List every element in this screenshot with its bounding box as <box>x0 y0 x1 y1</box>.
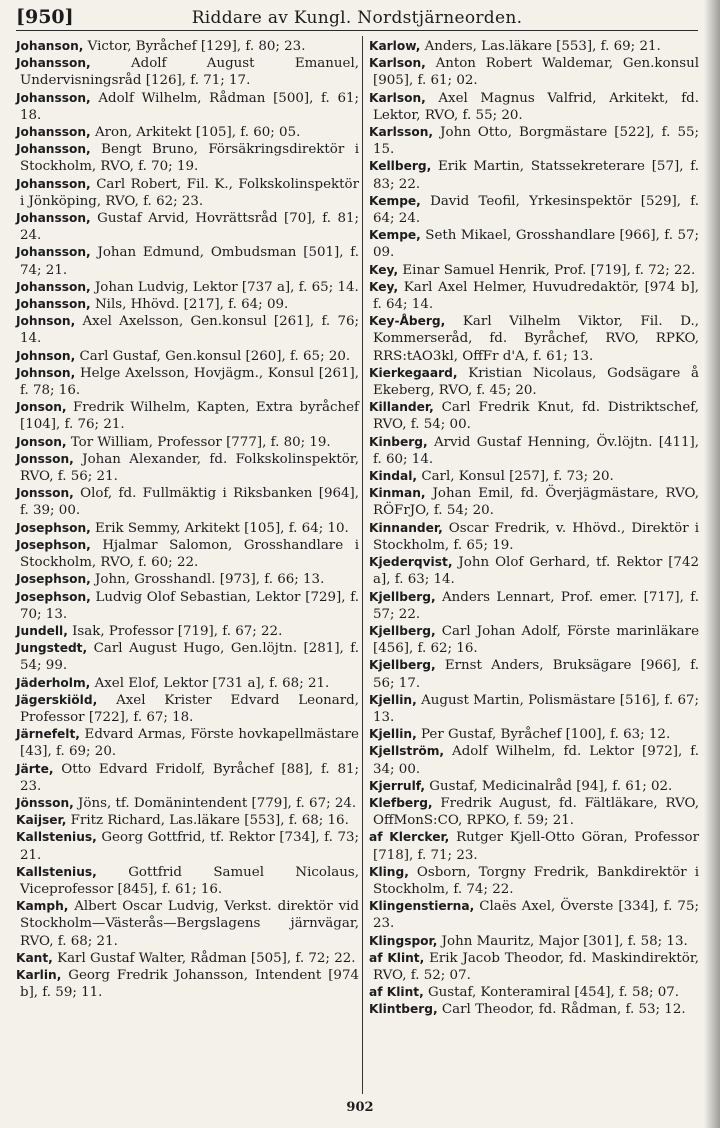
running-title: Riddare av Kungl. Nordstjärneorden. <box>191 8 523 28</box>
entry-surname: Jungstedt, <box>16 641 88 656</box>
entry-details: Oscar Fredrik, v. Hhövd., Direktör i Stockholm, f. 65; 19. <box>373 520 699 553</box>
left-column <box>16 38 359 1001</box>
directory-entry <box>16 313 359 347</box>
directory-entry <box>16 90 359 124</box>
entry-surname: Josephson, <box>16 520 91 535</box>
entry-details: Helge Axelsson, Hovjägm., Konsul [261], f. 78; 16. <box>20 365 359 399</box>
directory-entry <box>369 864 699 898</box>
entry-surname: af Klercker, <box>369 830 450 845</box>
right-column <box>369 38 699 1019</box>
entry-details: Johan Emil, fd. Överjägmästare, RVO, RÖFrJO, f. 54; 20. <box>373 486 699 519</box>
directory-entry <box>369 262 699 279</box>
entry-details: Adolf Wilhelm, fd. Lektor [972], f. 34; 00. <box>373 744 699 777</box>
directory-entry <box>369 1001 699 1018</box>
entry-details: Gustaf, Medicinalråd [94], f. 61; 02. <box>425 778 673 794</box>
directory-entry <box>369 778 699 795</box>
entry-details: Adolf Wilhelm, Rådman [500], f. 61; 18. <box>20 90 359 123</box>
entry-surname: Jonsson, <box>16 486 74 501</box>
entry-surname: Järnefelt, <box>16 727 80 742</box>
directory-entry <box>369 434 699 468</box>
entry-details: Erik Jacob Theodor, fd. Maskindirektör, RVO, f. 52; 07. <box>373 950 700 983</box>
entry-details: Seth Mikael, Grosshandlare [966], f. 57; 09. <box>373 228 699 261</box>
directory-entry <box>369 38 699 55</box>
entry-surname: Jonson, <box>16 400 67 415</box>
entry-surname: Jönsson, <box>16 795 74 810</box>
entry-details: Karl Vilhelm Viktor, Fil. D., Kommerseråd, fd. Byråchef, RVO, RPKO, RRS:tAO3kl, OffFr d'A, f. 61; 13. <box>373 314 699 364</box>
entry-details: Otto Edvard Fridolf, Byråchef [88], f. 81; 23. <box>20 761 359 794</box>
entry-surname: Johansson, <box>16 211 91 226</box>
page-header <box>16 6 698 31</box>
entry-details: Erik Martin, Statssekreterare [57], f. 83; 22. <box>373 159 699 192</box>
directory-entry <box>16 623 359 640</box>
page-edge-shadow <box>704 0 720 1128</box>
entry-surname: Kant, <box>16 950 53 965</box>
entry-details: Kristian Nicolaus, Godsägare å Ekeberg, RVO, f. 45; 20. <box>373 365 699 399</box>
directory-entry <box>16 124 359 141</box>
entry-details: August Martin, Polismästare [516], f. 67; 13. <box>373 692 699 725</box>
directory-entry <box>369 692 699 726</box>
entry-details: Gustaf, Konteramiral [454], f. 58; 07. <box>423 985 680 1001</box>
entry-details: Axel Magnus Valfrid, Arkitekt, fd. Lektor, RVO, f. 55; 20. <box>373 90 699 123</box>
entry-surname: Johansson, <box>16 125 91 140</box>
entry-details: Fritz Richard, Las.läkare [553], f. 68; 16. <box>66 813 349 829</box>
entry-surname: Josephson, <box>16 572 91 587</box>
directory-entry <box>369 55 699 89</box>
directory-entry <box>369 898 699 932</box>
entry-details: Olof, fd. Fullmäktig i Riksbanken [964], f. 39; 00. <box>20 486 359 519</box>
entry-surname: Klingenstierna, <box>369 899 475 914</box>
directory-entry <box>369 743 699 777</box>
entry-surname: Kinberg, <box>369 434 428 449</box>
entry-surname: Kallstenius, <box>16 830 97 845</box>
entry-details: Adolf August Emanuel, Undervisningsråd [126], f. 71; 17. <box>20 56 359 89</box>
entry-details: John, Grosshandl. [973], f. 66; 13. <box>90 572 325 588</box>
directory-entry <box>16 950 359 967</box>
entry-surname: Järte, <box>16 761 54 776</box>
directory-entry <box>16 244 359 278</box>
entry-details: Erik Semmy, Arkitekt [105], f. 64; 10. <box>90 520 349 536</box>
directory-entry <box>369 726 699 743</box>
entry-details: Carl Theodor, fd. Rådman, f. 53; 12. <box>437 1002 686 1018</box>
directory-entry <box>16 434 359 451</box>
directory-entry <box>16 726 359 760</box>
directory-entry <box>16 692 359 726</box>
directory-entry <box>369 623 699 657</box>
directory-entry <box>369 399 699 433</box>
directory-entry <box>369 279 699 313</box>
entry-surname: Kierkegaard, <box>369 365 458 380</box>
entry-details: Carl Gustaf, Gen.konsul [260], f. 65; 20. <box>75 348 351 364</box>
entry-surname: Jonsson, <box>16 451 74 466</box>
entry-details: Carl Robert, Fil. K., Folkskolinspektör i Jönköping, RVO, f. 62; 23. <box>20 176 359 209</box>
entry-surname: Kinman, <box>369 486 426 501</box>
directory-entry <box>16 795 359 812</box>
directory-entry <box>369 984 699 1001</box>
entry-details: Axel Elof, Lektor [731 a], f. 68; 21. <box>90 675 330 691</box>
directory-entry <box>16 485 359 519</box>
directory-entry <box>16 38 359 55</box>
entry-surname: af Klint, <box>369 985 424 1000</box>
entry-details: Hjalmar Salomon, Grosshandlare i Stockholm, RVO, f. 60; 22. <box>20 537 359 571</box>
entry-details: Carl Johan Adolf, Förste marinläkare [456], f. 62; 16. <box>373 623 699 657</box>
directory-entry <box>369 90 699 124</box>
entry-surname: Josephson, <box>16 589 91 604</box>
entry-surname: Johnson, <box>16 348 76 363</box>
entry-surname: Johansson, <box>16 56 91 71</box>
directory-entry <box>369 933 699 950</box>
directory-entry <box>16 520 359 537</box>
entry-details: Isak, Professor [719], f. 67; 22. <box>67 623 283 639</box>
directory-entry <box>16 348 359 365</box>
entry-details: John Mauritz, Major [301], f. 58; 13. <box>437 933 688 949</box>
entry-surname: Johansson, <box>16 90 91 105</box>
entry-surname: Kallstenius, <box>16 864 97 879</box>
entry-surname: Kindal, <box>369 469 418 484</box>
entry-details: John Otto, Borgmästare [522], f. 55; 15. <box>373 125 699 158</box>
directory-entry <box>369 589 699 623</box>
entry-surname: Klefberg, <box>369 795 433 810</box>
entry-surname: Key, <box>369 262 399 277</box>
entry-details: Carl Fredrik Knut, fd. Distriktschef, RVO, f. 54; 00. <box>373 400 699 433</box>
entry-surname: Johnson, <box>16 314 76 329</box>
entry-details: Jöns, tf. Domänintendent [779], f. 67; 24. <box>73 795 357 811</box>
entry-surname: Jäderholm, <box>16 675 91 690</box>
directory-entry <box>16 176 359 210</box>
entry-surname: Kling, <box>369 864 409 879</box>
entry-surname: Kamph, <box>16 899 69 914</box>
entry-surname: Johnson, <box>16 365 76 380</box>
entry-surname: Kempe, <box>369 193 421 208</box>
entry-surname: Karlsson, <box>369 125 434 140</box>
entry-details: Johan Ludvig, Lektor [737 a], f. 65; 14. <box>90 279 359 295</box>
directory-entry <box>369 158 699 192</box>
entry-details: Anders Lennart, Prof. emer. [717], f. 57; 22. <box>373 589 699 622</box>
entry-surname: Johansson, <box>16 176 91 191</box>
entry-details: John Olof Gerhard, tf. Rektor [742 a], f. 63; 14. <box>373 555 699 588</box>
entry-details: Claës Axel, Överste [334], f. 75; 23. <box>373 899 699 932</box>
entry-surname: af Klint, <box>369 950 425 965</box>
directory-entry <box>16 365 359 399</box>
directory-entry <box>369 485 699 519</box>
directory-entry <box>16 829 359 863</box>
directory-entry <box>16 675 359 692</box>
entry-details: Per Gustaf, Byråchef [100], f. 63; 12. <box>416 727 671 743</box>
entry-details: Georg Gottfrid, tf. Rektor [734], f. 73; 21. <box>20 830 359 863</box>
entry-surname: Johanson, <box>16 39 84 53</box>
directory-entry <box>369 554 699 588</box>
entry-surname: Kaijser, <box>16 813 67 828</box>
entry-surname: Kempe, <box>369 228 421 243</box>
entry-surname: Johansson, <box>16 279 91 294</box>
entry-surname: Killander, <box>369 400 434 415</box>
entry-details: Carl August Hugo, Gen.löjtn. [281], f. 54; 99. <box>20 641 359 674</box>
entry-surname: Jundell, <box>16 623 68 638</box>
directory-entry <box>369 657 699 691</box>
entry-surname: Karlson, <box>369 56 426 71</box>
entry-details: Osborn, Torgny Fredrik, Bankdirektör i Stockholm, f. 74; 22. <box>373 864 699 897</box>
directory-entry <box>16 571 359 588</box>
entry-surname: Jonson, <box>16 434 67 449</box>
directory-entry <box>16 451 359 485</box>
entry-details: Karl Gustaf Walter, Rådman [505], f. 72; 22. <box>52 950 356 966</box>
entry-details: Bengt Bruno, Försäkringsdirektör i Stockholm, RVO, f. 70; 19. <box>20 142 359 175</box>
entry-details: Nils, Hhövd. [217], f. 64; 09. <box>90 297 289 313</box>
entry-surname: Kjederqvist, <box>369 555 453 570</box>
directory-entry <box>16 210 359 244</box>
entry-surname: Kjellin, <box>369 727 417 742</box>
entry-details: Edvard Armas, Förste hovkapellmästare [43], f. 69; 20. <box>20 727 359 760</box>
entry-details: Albert Oscar Ludvig, Verkst. direktör vid Stockholm—Västerås—Bergslagens järnvägar, RVO, f. 68; 21. <box>20 899 359 949</box>
column-divider <box>362 36 363 1094</box>
directory-entry <box>369 365 699 399</box>
entry-surname: Karlin, <box>16 967 62 982</box>
directory-entry <box>16 640 359 674</box>
entry-details: Fredrik Wilhelm, Kapten, Extra byråchef [104], f. 76; 21. <box>20 400 359 433</box>
directory-entry <box>16 537 359 571</box>
directory-entry <box>369 313 699 365</box>
directory-entry <box>16 589 359 623</box>
page-footer-number: 902 <box>346 1100 374 1115</box>
entry-surname: Johansson, <box>16 297 91 312</box>
entry-details: Einar Samuel Henrik, Prof. [719], f. 72; 22. <box>398 262 696 278</box>
entry-details: David Teofil, Yrkesinspektör [529], f. 64; 24. <box>373 193 699 227</box>
entry-details: Rutger Kjell-Otto Göran, Professor [718], f. 71; 23. <box>373 830 699 863</box>
entry-details: Tor William, Professor [777], f. 80; 19. <box>66 434 331 450</box>
directory-entry <box>16 399 359 433</box>
directory-entry <box>369 795 699 829</box>
directory-entry <box>369 193 699 227</box>
entry-details: Anton Robert Waldemar, Gen.konsul [905], f. 61; 02. <box>373 56 699 89</box>
entry-details: Ludvig Olof Sebastian, Lektor [729], f. 70; 13. <box>20 589 359 622</box>
directory-entry <box>16 812 359 829</box>
entry-surname: Kjellberg, <box>369 658 436 673</box>
entry-details: Carl, Konsul [257], f. 73; 20. <box>417 469 614 485</box>
entry-details: Gustaf Arvid, Hovrättsråd [70], f. 81; 24. <box>20 211 359 244</box>
directory-entry <box>16 864 359 898</box>
entry-details: Fredrik August, fd. Fältläkare, RVO, OffMonS:CO, RPKO, f. 59; 21. <box>373 795 699 829</box>
entry-surname: Johansson, <box>16 245 91 260</box>
entry-surname: Kinnander, <box>369 520 443 535</box>
directory-entry <box>16 141 359 175</box>
directory-entry <box>16 279 359 296</box>
directory-entry <box>369 468 699 485</box>
page-number: [950] <box>16 6 74 28</box>
entry-surname: Kjellström, <box>369 744 445 759</box>
entry-surname: Key, <box>369 279 399 294</box>
entry-surname: Kjellberg, <box>369 623 436 638</box>
directory-entry <box>16 898 359 950</box>
directory-entry <box>369 950 699 984</box>
entry-surname: Kellberg, <box>369 159 432 174</box>
entry-details: Johan Edmund, Ombudsman [501], f. 74; 21. <box>20 245 359 278</box>
entry-details: Axel Axelsson, Gen.konsul [261], f. 76; 14. <box>20 314 359 347</box>
entry-details: Victor, Byråchef [129], f. 80; 23. <box>83 39 306 54</box>
entry-details: Gottfrid Samuel Nicolaus, Viceprofessor [845], f. 61; 16. <box>20 864 359 897</box>
entry-details: Arvid Gustaf Henning, Öv.löjtn. [411], f. 60; 14. <box>373 434 699 467</box>
directory-entry <box>16 55 359 89</box>
entry-surname: Karlson, <box>369 90 426 105</box>
entry-surname: Kjellberg, <box>369 589 436 604</box>
entry-surname: Klingspor, <box>369 933 438 948</box>
directory-entry <box>16 967 359 1001</box>
entry-surname: Josephson, <box>16 537 91 552</box>
entry-details: Ernst Anders, Bruksägare [966], f. 56; 17. <box>373 658 699 691</box>
directory-entry <box>16 296 359 313</box>
entry-details: Anders, Las.läkare [553], f. 69; 21. <box>420 39 661 54</box>
directory-entry <box>16 761 359 795</box>
entry-surname: Key-Åberg, <box>369 314 446 329</box>
entry-surname: Jägerskiöld, <box>16 692 98 707</box>
entry-details: Karl Axel Helmer, Huvudredaktör, [974 b], f. 64; 14. <box>373 279 699 313</box>
entry-surname: Karlow, <box>369 39 421 53</box>
entry-surname: Johansson, <box>16 142 91 157</box>
entry-surname: Kjellin, <box>369 692 417 707</box>
directory-entry <box>369 520 699 554</box>
entry-details: Aron, Arkitekt [105], f. 60; 05. <box>90 125 301 141</box>
entry-details: Johan Alexander, fd. Folkskolinspektör, RVO, f. 56; 21. <box>20 451 359 485</box>
entry-details: Axel Krister Edvard Leonard, Professor [722], f. 67; 18. <box>20 692 359 725</box>
directory-entry <box>369 227 699 261</box>
directory-entry <box>369 829 699 863</box>
entry-surname: Kjerrulf, <box>369 778 426 793</box>
entry-details: Georg Fredrik Johansson, Intendent [974 b], f. 59; 11. <box>20 967 359 1001</box>
entry-surname: Klintberg, <box>369 1002 438 1017</box>
directory-entry <box>369 124 699 158</box>
